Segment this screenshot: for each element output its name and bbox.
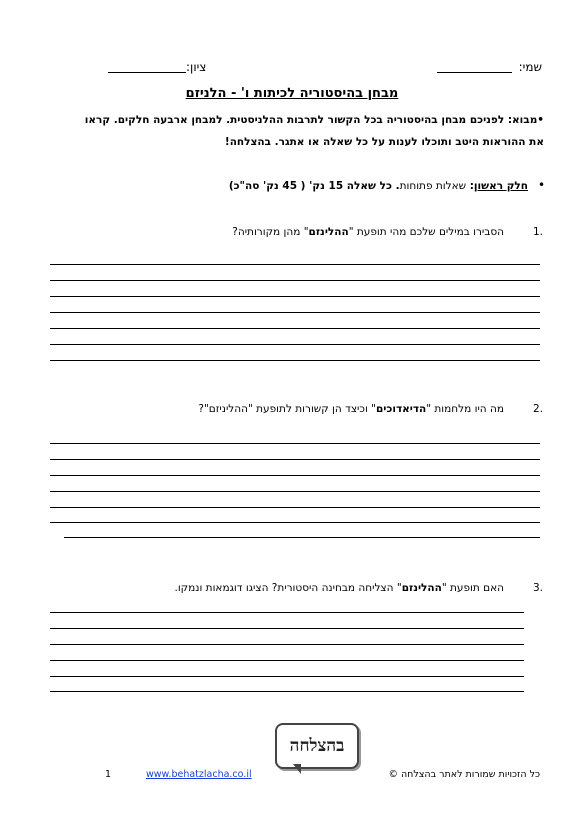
logo-speech-tail xyxy=(293,764,301,774)
question-2-number: 2. xyxy=(533,403,544,415)
intro-line-2: את ההוראות היטב ותוכלו לענות על כל שאלה או אתגר. בהצלחה! xyxy=(224,136,544,148)
answer-line[interactable] xyxy=(50,280,540,281)
site-link[interactable]: www.behatzlacha.co.il xyxy=(146,769,252,780)
question-1-text: הסבירו במילים שלכם מהי תופעת "ההלינזם" מהן מקורותיה? xyxy=(232,226,504,238)
answer-line[interactable] xyxy=(50,612,524,613)
part1-label: חלק ראשון xyxy=(473,180,528,192)
answer-line[interactable] xyxy=(50,312,540,313)
part1-points: . כל שאלה 15 נק' ( 45 נק' סה"כ) xyxy=(228,180,400,192)
question-3-number: 3. xyxy=(533,582,544,594)
page-number: 1 xyxy=(105,769,112,780)
answer-line[interactable] xyxy=(50,328,540,329)
question-2-text: מה היו מלחמות "הדיאדוכים" וכיצד הן קשורות לתופעת "ההליניזם"? xyxy=(198,403,504,415)
answer-line[interactable] xyxy=(50,443,540,444)
answer-line[interactable] xyxy=(50,264,540,265)
answer-line[interactable] xyxy=(50,491,540,492)
answer-line[interactable] xyxy=(50,628,524,629)
grade-label: ציון: xyxy=(186,60,207,74)
answer-line[interactable] xyxy=(50,676,524,677)
answer-line[interactable] xyxy=(50,644,524,645)
part1-heading xyxy=(229,180,528,192)
page-title: מבחן בהיסטוריה לכיתות ו' - הלניזם xyxy=(185,86,399,101)
name-field[interactable] xyxy=(437,72,512,73)
intro-line-1: •מבוא: לפניכם מבחן בהיסטוריה בכל הקשור לתרבות ההלניסטית. למבחן ארבעה חלקים. קראו xyxy=(84,114,544,126)
answer-line[interactable] xyxy=(50,691,524,692)
answer-line[interactable] xyxy=(50,507,540,508)
question-3-text: האם תופעת "ההלינזם" הצליחה מבחינה היסטורית? הציגו דוגמאות ונמקו. xyxy=(174,582,504,594)
answer-line[interactable] xyxy=(50,459,540,460)
behatzlacha-logo: בהצלחה xyxy=(275,723,359,769)
part1-desc: שאלות פתוחות xyxy=(399,180,467,192)
answer-line[interactable] xyxy=(64,537,540,538)
answer-line[interactable] xyxy=(50,296,540,297)
grade-field[interactable] xyxy=(108,72,186,73)
answer-line[interactable] xyxy=(50,475,540,476)
name-label: שמי: xyxy=(518,60,542,74)
question-1-number: 1. xyxy=(533,226,544,238)
answer-line[interactable] xyxy=(50,344,540,345)
answer-line[interactable] xyxy=(50,360,540,361)
copyright-notice: כל הזכויות שמורות לאתר בהצלחה © xyxy=(388,769,540,780)
answer-line[interactable] xyxy=(50,522,540,523)
part1-sep: : xyxy=(466,180,474,192)
answer-line[interactable] xyxy=(50,660,524,661)
part1-bullet: • xyxy=(538,178,546,192)
